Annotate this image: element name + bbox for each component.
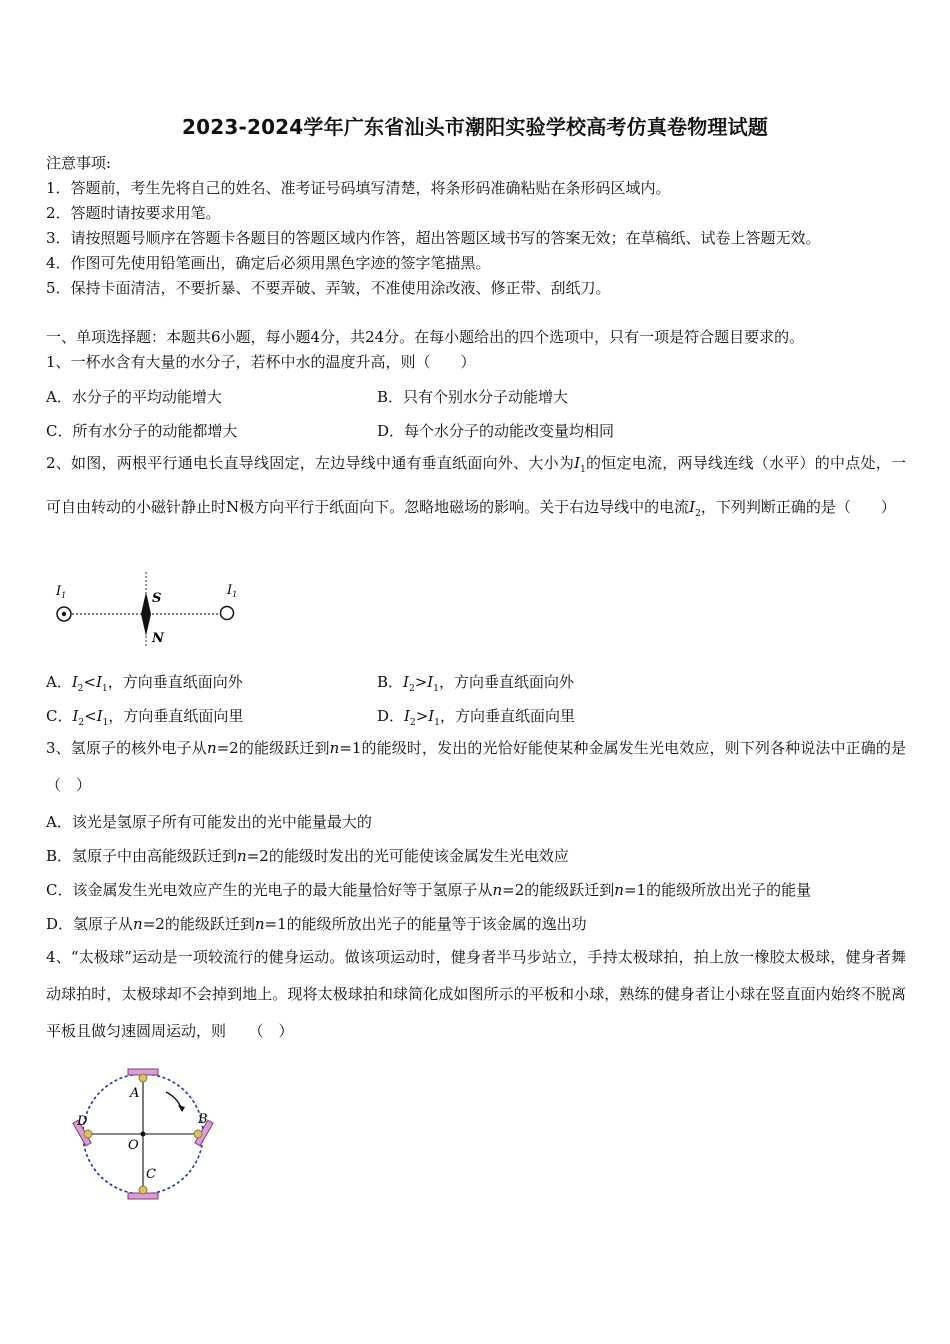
- compass-needle-icon: [141, 592, 151, 636]
- q3-option-d: D．氢原子从n=2的能级跃迁到n=1的能级所放出光子的能量等于该金属的逸出功: [46, 915, 587, 933]
- q3-stem: 3、氢原子的核外电子从n=2的能级跃迁到n=1的能级时，发出的光恰好能使某种金属发生光电效应，则下列各种说法中正确的是（ ）: [46, 739, 906, 794]
- q2-option-c: C．$I_2<I_1$，方向垂直纸面向里: [46, 707, 244, 728]
- q3-option-b: B．氢原子中由高能级跃迁到n=2的能级时发出的光可能使该金属发生光电效应: [46, 847, 569, 865]
- q2-stem: 2、如图，两根平行通电长直导线固定，左边导线中通有垂直纸面向外、大小为$I_1$的恒定电流，两导线连线（水平）的中点处，一可自由转动的小磁针静止时N极方向平行于纸面向下。忽略地磁场的影响。关于右边导线中的电流$I_2$，下列判断正确的是（ ）: [46, 454, 906, 519]
- q3-option-a: A．该光是氢原子所有可能发出的光中能量最大的: [46, 813, 372, 831]
- note-item-2: 2．答题时请按要求用笔。: [46, 204, 221, 222]
- q2-figure: [46, 570, 256, 650]
- svg-text:O: O: [128, 1138, 139, 1153]
- q1-option-c: C．所有水分子的动能都增大: [46, 422, 238, 440]
- svg-text:I1: $I_1$: [56, 584, 67, 600]
- section-heading: 一、单项选择题：本题共6小题，每小题4分，共24分。在每小题给出的四个选项中，只有一项是符合题目要求的。: [46, 328, 805, 346]
- note-item-3: 3．请按照题号顺序在答题卡各题目的答题区域内作答，超出答题区域书写的答案无效；在草稿纸、试卷上答题无效。: [46, 229, 821, 247]
- ball-d: [84, 1130, 92, 1138]
- svg-text:C: C: [146, 1167, 156, 1182]
- page-title: 2023-2024学年广东省汕头市潮阳实验学校高考仿真卷物理试题: [181, 115, 769, 139]
- q2-option-d: D．$I_2>I_1$，方向垂直纸面向里: [377, 707, 575, 728]
- note-item-4: 4．作图可先使用铅笔画出，确定后必须用黑色字迹的签字笔描黑。: [46, 254, 491, 272]
- svg-text:D: D: [77, 1114, 88, 1129]
- q1-option-b: B．只有个别水分子动能增大: [377, 388, 569, 406]
- ball-b: [194, 1130, 202, 1138]
- svg-text:A: A: [130, 1086, 140, 1101]
- svg-text:B: B: [198, 1112, 208, 1127]
- svg-text:S: S: [152, 591, 162, 606]
- q2-option-b: B．$I_2>I_1$，方向垂直纸面向外: [377, 673, 574, 694]
- q3-option-c: C．该金属发生光电效应产生的光电子的最大能量恰好等于氢原子从n=2的能级跃迁到n=1的能级所放出光子的能量: [46, 881, 812, 899]
- q1-option-a: A．水分子的平均动能增大: [46, 388, 222, 406]
- ball-c: [139, 1186, 147, 1194]
- note-item-5: 5．保持卡面清洁，不要折暴、不要弄破、弄皱，不准使用涂改液、修正带、刮纸刀。: [46, 279, 611, 297]
- q2-option-a: A．$I_2<I_1$，方向垂直纸面向外: [46, 673, 243, 694]
- note-item-1: 1．答题前，考生先将自己的姓名、准考证号码填写清楚，将条形码准确粘贴在条形码区域内。: [46, 179, 671, 197]
- notes-heading: 注意事项:: [46, 154, 112, 172]
- q1-option-d: D．每个水分子的动能改变量均相同: [377, 422, 615, 440]
- q4-stem: 4、“太极球”运动是一项较流行的健身运动。做该项运动时，健身者半马步站立，手持太极球拍，拍上放一橡胶太极球，健身者舞动球拍时，太极球却不会掉到地上。现将太极球拍和球简化成如图所示的平板和小球，熟练的健身者让小球在竖直面内始终不脱离平板且做匀速圆周运动，则 （ ）: [46, 948, 906, 1040]
- right-wire-icon: [221, 607, 234, 620]
- ball-a: [139, 1074, 147, 1082]
- q1-stem: 1、一杯水含有大量的水分子，若杯中水的温度升高，则（ ）: [46, 353, 476, 371]
- svg-text:N: N: [152, 631, 164, 646]
- svg-text:I1: $I_1$: [227, 583, 238, 599]
- q4-figure: [70, 1066, 220, 1204]
